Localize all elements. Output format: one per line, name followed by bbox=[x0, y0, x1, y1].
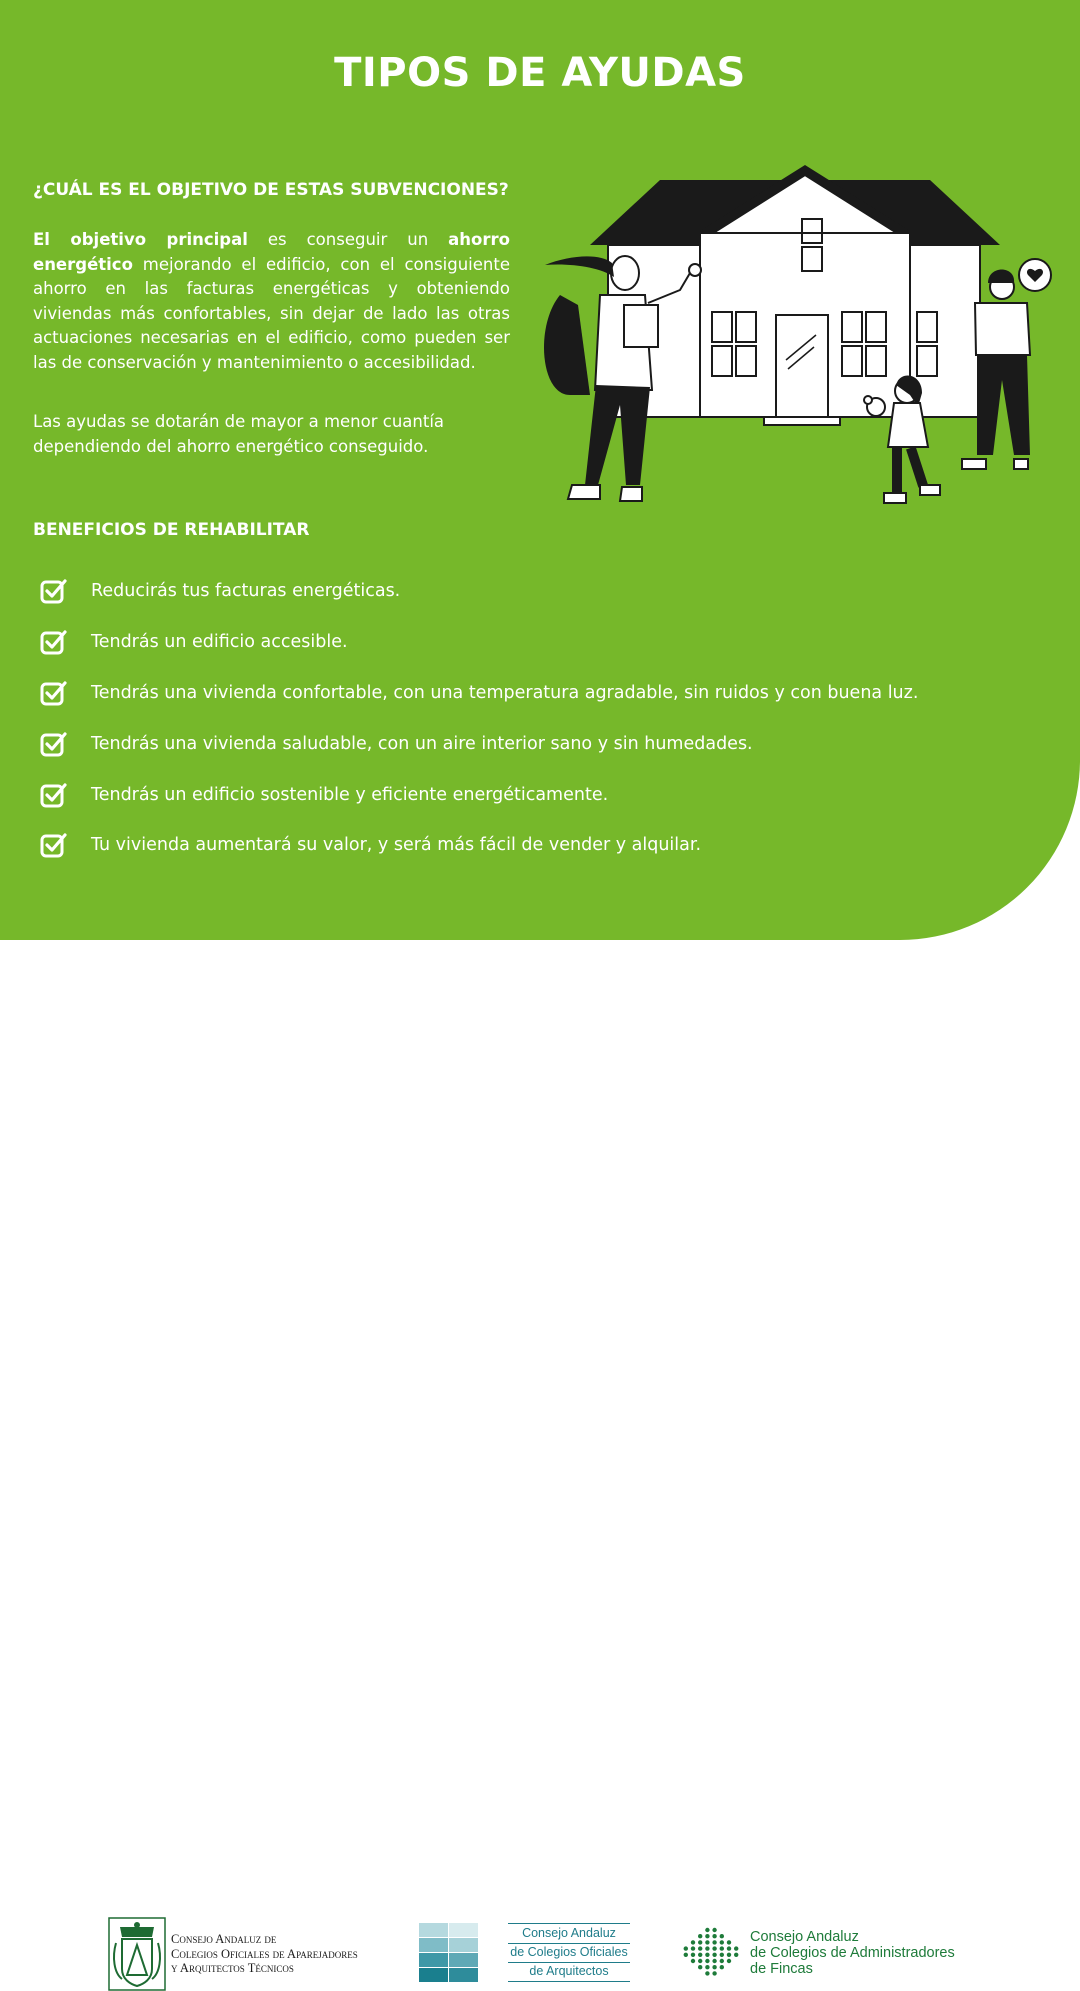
administradores-name bbox=[750, 1929, 955, 1977]
objective-paragraph bbox=[33, 228, 510, 375]
fincas-dot bbox=[727, 1959, 731, 1963]
fincas-dot bbox=[705, 1934, 709, 1938]
fincas-dot bbox=[705, 1965, 709, 1969]
checkbox-check-icon bbox=[40, 730, 68, 758]
fincas-dot bbox=[684, 1946, 688, 1950]
fincas-dot bbox=[727, 1940, 731, 1944]
fincas-dot bbox=[712, 1946, 716, 1950]
fincas-dot bbox=[698, 1934, 702, 1938]
fincas-dot bbox=[698, 1953, 702, 1957]
green-panel bbox=[0, 0, 1080, 940]
fincas-dot bbox=[712, 1965, 716, 1969]
arquitectos-grid-icon bbox=[419, 1923, 478, 1982]
benefit-item bbox=[40, 566, 918, 617]
benefit-text: Tendrás un edificio accesible. bbox=[91, 632, 348, 653]
fincas-dot bbox=[712, 1928, 716, 1932]
aparejadores-name bbox=[171, 1932, 358, 1976]
fincas-dot bbox=[705, 1959, 709, 1963]
fincas-dot bbox=[684, 1953, 688, 1957]
checkbox-check-icon bbox=[40, 628, 68, 656]
benefit-item bbox=[40, 769, 918, 820]
fincas-dot bbox=[698, 1940, 702, 1944]
benefits-heading: BENEFICIOS DE REHABILITAR bbox=[33, 520, 310, 540]
benefit-item bbox=[40, 668, 918, 719]
aparejadores-crest-icon bbox=[108, 1917, 166, 1991]
arquitectos-line: de Arquitectos bbox=[508, 1963, 630, 1982]
fincas-dots-icon bbox=[681, 1926, 741, 1978]
house-family-illustration bbox=[530, 155, 1005, 515]
fincas-dot bbox=[720, 1946, 724, 1950]
checkbox-check-icon bbox=[40, 831, 68, 859]
objective-heading: ¿CUÁL ES EL OBJETIVO DE ESTAS SUBVENCIONES? bbox=[33, 180, 509, 200]
benefit-text: Tendrás un edificio sostenible y eficiente energéticamente. bbox=[91, 784, 609, 805]
fincas-dot bbox=[698, 1946, 702, 1950]
objective-bold-1: El objetivo principal bbox=[33, 230, 248, 249]
fincas-dot bbox=[698, 1965, 702, 1969]
fincas-dot bbox=[712, 1953, 716, 1957]
arquitectos-name bbox=[508, 1923, 630, 1982]
arquitectos-line: Consejo Andaluz bbox=[508, 1923, 630, 1944]
fincas-dot bbox=[727, 1946, 731, 1950]
fincas-dot bbox=[720, 1940, 724, 1944]
fincas-dot bbox=[720, 1965, 724, 1969]
fincas-dot bbox=[705, 1953, 709, 1957]
fincas-dot bbox=[698, 1959, 702, 1963]
benefit-item bbox=[40, 617, 918, 668]
checkbox-check-icon bbox=[40, 577, 68, 605]
objective-bold-2: ahorro energético bbox=[33, 230, 510, 274]
arquitectos-line: de Colegios Oficiales bbox=[508, 1944, 630, 1963]
fincas-dot bbox=[691, 1953, 695, 1957]
fincas-dot bbox=[712, 1940, 716, 1944]
objective-text-1: es conseguir un bbox=[247, 230, 449, 249]
fincas-dot bbox=[720, 1953, 724, 1957]
fincas-dot bbox=[720, 1959, 724, 1963]
footer-logos bbox=[0, 940, 1080, 1978]
fincas-dot bbox=[712, 1934, 716, 1938]
checkbox-check-icon bbox=[40, 781, 68, 809]
administradores-line: de Fincas bbox=[750, 1961, 813, 1977]
benefits-list bbox=[40, 566, 918, 871]
fincas-dot bbox=[705, 1971, 709, 1975]
fincas-dot bbox=[712, 1959, 716, 1963]
benefit-text: Reducirás tus facturas energéticas. bbox=[91, 581, 401, 602]
aparejadores-line: Consejo Andaluz de bbox=[171, 1932, 277, 1946]
aparejadores-line: y Arquitectos Técnicos bbox=[171, 1961, 294, 1975]
objective-paragraph-2: Las ayudas se dotarán de mayor a menor cuantía dependiendo del ahorro energético conseguido. bbox=[33, 412, 445, 456]
fincas-dot bbox=[712, 1971, 716, 1975]
fincas-dot bbox=[705, 1940, 709, 1944]
fincas-dot bbox=[734, 1946, 738, 1950]
benefit-text: Tendrás una vivienda saludable, con un aire interior sano y sin humedades. bbox=[91, 733, 753, 754]
administradores-line: Consejo Andaluz bbox=[750, 1929, 859, 1945]
fincas-dot bbox=[691, 1940, 695, 1944]
fincas-dot bbox=[734, 1953, 738, 1957]
objective-text-2: mejorando el edificio, con el consiguiente ahorro en las facturas energéticas y obteniendo viviendas más confortables, sin dejar de lado las otras actuaciones necesarias en el edificio, como pueden ser las de conservación y mantenimiento o accesibilidad. bbox=[33, 254, 510, 372]
checkbox-check-icon bbox=[40, 679, 68, 707]
page-title: TIPOS DE AYUDAS bbox=[334, 50, 746, 96]
administradores-line: de Colegios de Administradores bbox=[750, 1945, 955, 1961]
fincas-dot bbox=[727, 1953, 731, 1957]
aparejadores-line: Colegios Oficiales de Aparejadores bbox=[171, 1946, 358, 1961]
fincas-dot bbox=[691, 1959, 695, 1963]
fincas-dot bbox=[705, 1928, 709, 1932]
benefit-text: Tu vivienda aumentará su valor, y será más fácil de vender y alquilar. bbox=[91, 835, 702, 856]
benefit-item bbox=[40, 718, 918, 769]
fincas-dot bbox=[720, 1934, 724, 1938]
fincas-dot bbox=[691, 1946, 695, 1950]
benefit-item bbox=[40, 820, 918, 871]
benefit-text: Tendrás una vivienda confortable, con una temperatura agradable, sin ruidos y con buena luz. bbox=[91, 682, 919, 703]
fincas-dot bbox=[705, 1946, 709, 1950]
